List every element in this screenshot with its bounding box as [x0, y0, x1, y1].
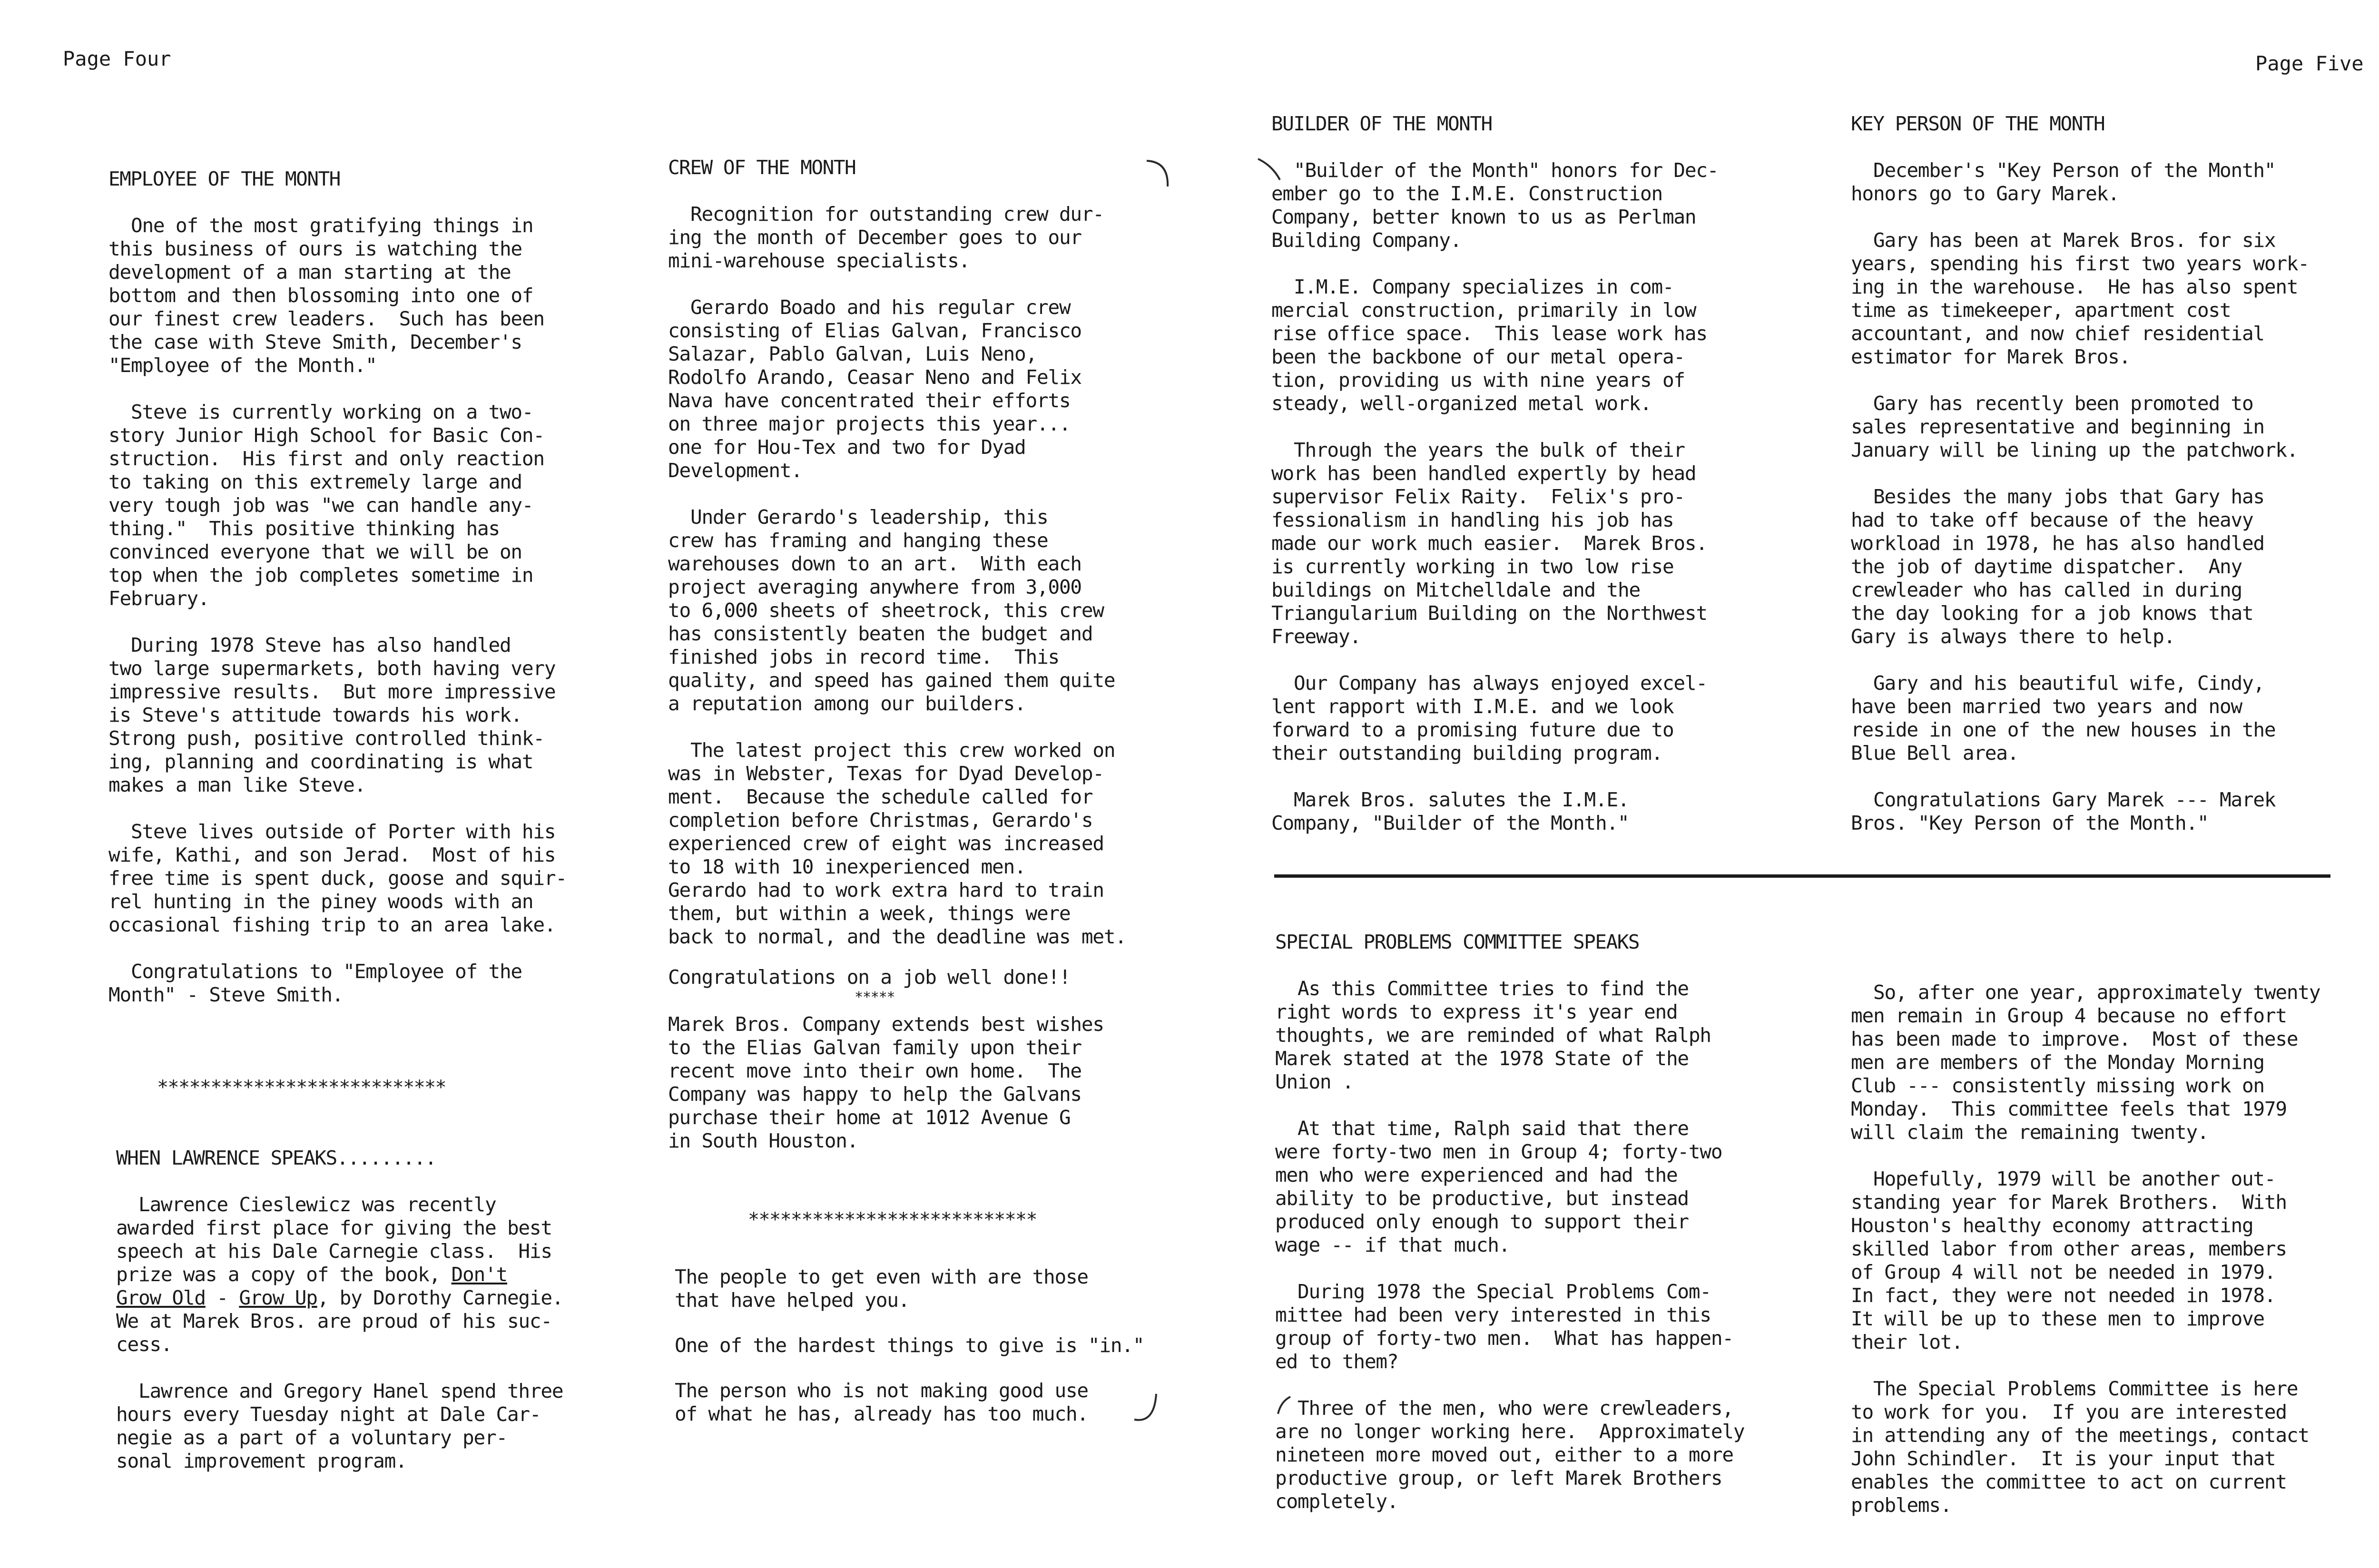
sayings-block: [675, 1265, 1179, 1426]
key-person-paragraph-4: Besides the many jobs that Gary has had to take off because of the heavy workload in 1978, he has also handled the job of daytime dispatcher. Any crewleader who has called in during the day looking for a job knows that Gary is always there to help.: [1851, 485, 2264, 648]
employee-of-the-month-article: [108, 167, 603, 1007]
book-title-part: Grow Up: [239, 1286, 317, 1309]
crew-of-the-month-article: [668, 156, 1172, 1153]
committee-paragraph-5: So, after one year, approximately twenty men remain in Group 4 because no effort has been made to improve. Most of these men are members of the Monday Morning Club --- consistently missing work on Monday. This committee feels that 1979 will claim the remaining twenty.: [1851, 981, 2320, 1144]
employee-paragraph-3: During 1978 Steve has also handled two large supermarkets, both having very impressive results. But more impressive is Steve's attitude towards his work. Strong push, positive controlled think- ing, planning and coordinating is what makes a man like Steve.: [108, 634, 556, 796]
key-person-paragraph-6: Congratulations Gary Marek --- Marek Bros. "Key Person of the Month.": [1851, 788, 2276, 834]
saying-3: The person who is not making good use of what he has, already has too much.: [675, 1379, 1088, 1425]
lawrence-line: Lawrence Cieslewicz was recently: [116, 1193, 496, 1216]
special-problems-committee-right-column: [1851, 981, 2379, 1517]
employee-paragraph-5: Congratulations to "Employee of the Month" - Steve Smith.: [108, 960, 522, 1006]
employee-of-the-month-heading: EMPLOYEE OF THE MONTH: [108, 167, 340, 190]
special-problems-committee-heading: SPECIAL PROBLEMS COMMITTEE SPEAKS: [1275, 931, 1640, 953]
crew-paragraph-3: Under Gerardo's leadership, this crew has framing and hanging these warehouses down to an art. With each project averaging anywhere from 3,000 to 6,000 sheets of sheetrock, this crew has consistently beaten the budget and finished jobs in record time. This quality, and speed has gained them quite a reputation among our builders.: [668, 506, 1115, 715]
key-person-paragraph-5: Gary and his beautiful wife, Cindy, have been married two years and now reside in one of the new houses in the Blue Bell area.: [1851, 672, 2276, 764]
builder-paragraph-3: Through the years the bulk of their work has been handled expertly by head supervisor Felix Raity. Felix's pro- fessionalism in handling his job has made our work much easier. Marek Bros. is currently working in two low rise buildings on Mitchelldale and the Triangularium Building on the Northwest Freeway.: [1271, 439, 1707, 648]
special-problems-committee-left-column: [1275, 931, 1808, 1513]
when-lawrence-speaks-article: [116, 1147, 611, 1473]
lawrence-line: awarded first place for giving the best: [116, 1216, 552, 1239]
employee-paragraph-2: Steve is currently working on a two- story Junior High School for Basic Con- struction. His first and only reaction to taking on this extremely large and very tough job was "we can handle any- thing." This positive thinking has convinced everyone that we will be on top when the job completes sometime in February.: [108, 401, 544, 610]
builder-paragraph-1: "Builder of the Month" honors for Dec- ember go to the I.M.E. Construction Company, better known to us as Perlman Building Company.: [1271, 159, 1719, 252]
when-lawrence-speaks-heading: WHEN LAWRENCE SPEAKS.........: [116, 1147, 436, 1169]
scan-bracket-mark: [1253, 155, 1287, 193]
crew-paragraph-4: The latest project this crew worked on was in Webster, Texas for Dyad Develop- ment. Because the schedule called for completion before Christmas, Gerardo's experienced crew of eight was increased to 18 with 10 inexperienced men. Gerardo had to work extra hard to train them, but within a week, things were back to normal, and the deadline was met.: [668, 739, 1126, 948]
scan-bracket-mark: [1271, 1393, 1295, 1421]
committee-paragraph-1: As this Committee tries to find the right words to express it's year end thoughts, we are reminded of what Ralph Marek stated at the 1978 State of the Union .: [1275, 977, 1711, 1093]
key-person-of-the-month-heading: KEY PERSON OF THE MONTH: [1851, 112, 2105, 135]
saying-2: One of the hardest things to give is "in.": [675, 1334, 1144, 1357]
lawrence-line: We at Marek Bros. are proud of his suc-: [116, 1310, 552, 1333]
page-number-left: Page Four: [63, 47, 171, 70]
section-divider-middle: ***************************: [748, 1209, 1037, 1231]
crew-of-the-month-heading: CREW OF THE MONTH: [668, 156, 856, 179]
scan-bracket-mark: [1132, 1389, 1170, 1432]
crew-congratulations: Congratulations on a job well done!!: [668, 966, 1071, 989]
lawrence-paragraph-2: Lawrence and Gregory Hanel spend three hours every Tuesday night at Dale Car- negie as a part of a voluntary per- sonal improvement program.: [116, 1380, 563, 1472]
book-title-part: Grow Old: [116, 1286, 206, 1309]
key-person-paragraph-3: Gary has recently been promoted to sales representative and beginning in January will be lining up the patchwork.: [1851, 392, 2298, 461]
builder-paragraph-4: Our Company has always enjoyed excel- lent rapport with I.M.E. and we look forward to a promising future due to their outstanding building program.: [1271, 672, 1707, 764]
crew-small-stars: *****: [855, 989, 895, 1006]
scan-bracket-mark: [1144, 157, 1177, 195]
lawrence-text: prize was a copy of the book,: [116, 1263, 452, 1286]
committee-paragraph-4: Three of the men, who were crewleaders, are no longer working here. Approximately nineteen more moved out, either to a more productive group, or left Marek Brothers completely.: [1275, 1397, 1745, 1513]
lawrence-text: -: [205, 1286, 239, 1309]
saying-1: The people to get even with are those that have helped you.: [675, 1265, 1088, 1312]
committee-paragraph-7: The Special Problems Committee is here to work for you. If you are interested in attending any of the meetings, contact John Schindler. It is your input that enables the committee to act on current problems.: [1851, 1377, 2309, 1517]
crew-paragraph-1: Recognition for outstanding crew dur- ing the month of December goes to our mini-warehouse specialists.: [668, 203, 1104, 272]
builder-of-the-month-heading: BUILDER OF THE MONTH: [1271, 112, 1492, 135]
employee-paragraph-1: One of the most gratifying things in this business of ours is watching the development of a man starting at the bottom and then blossoming into one of our finest crew leaders. Such has been the case with Steve Smith, December's "Employee of the Month.": [108, 214, 544, 377]
committee-paragraph-3: During 1978 the Special Problems Com- mittee had been very interested in this group of forty-two men. What has happen- ed to them?: [1275, 1280, 1733, 1373]
employee-paragraph-4: Steve lives outside of Porter with his wife, Kathi, and son Jerad. Most of his free time is spent duck, goose and squir- rel hunting in the piney woods with an occasional fishing trip to an area lake.: [108, 820, 567, 936]
builder-paragraph-2: I.M.E. Company specializes in com- mercial construction, primarily in low rise office space. This lease work has been the backbone of our metal opera- tion, providing us with nine years of steady, well-organized metal work.: [1271, 275, 1707, 415]
key-person-paragraph-2: Gary has been at Marek Bros. for six years, spending his first two years work- ing in the warehouse. He has also spent time as timekeeper, apartment cost accountant, and now chief residential estimator for Marek Bros.: [1851, 229, 2309, 368]
lawrence-line: cess.: [116, 1333, 172, 1356]
book-title-part: Don't: [451, 1263, 507, 1286]
lawrence-line: [116, 1263, 611, 1286]
lawrence-text: , by Dorothy Carnegie.: [317, 1286, 563, 1309]
crew-paragraph-2: Gerardo Boado and his regular crew consisting of Elias Galvan, Francisco Salazar, Pablo Galvan, Luis Neno, Rodolfo Arando, Ceasar Neno and Felix Nava have concentrated their efforts on three major projects this year... one for Hou-Tex and two for Dyad Development.: [668, 296, 1081, 482]
committee-paragraph-6: Hopefully, 1979 will be another out- standing year for Marek Brothers. With Houston's healthy economy attracting skilled labor from other areas, members of Group 4 will not be needed in 1979. In fact, they were not needed in 1978. It will be up to these men to improve their lot.: [1851, 1167, 2287, 1353]
builder-of-the-month-article: [1271, 112, 1804, 835]
section-divider-left: ***************************: [157, 1077, 446, 1098]
galvan-family-paragraph: Marek Bros. Company extends best wishes to the Elias Galvan family upon their recent move into their own home. The Company was happy to help the Galvans purchase their home at 1012 Avenue G in South Houston.: [668, 1013, 1104, 1152]
lawrence-line: [116, 1286, 611, 1310]
committee-paragraph-2: At that time, Ralph said that there were forty-two men in Group 4; forty-two men who were experienced and had the ability to be productive, but instead produced only enough to support their wage -- if that much.: [1275, 1117, 1722, 1256]
page-number-right: Page Five: [2255, 52, 2364, 75]
key-person-of-the-month-article: [1851, 112, 2379, 835]
lawrence-paragraph-1: [116, 1193, 611, 1356]
builder-paragraph-5: Marek Bros. salutes the I.M.E. Company, "Builder of the Month.": [1271, 788, 1629, 834]
horizontal-rule: [1274, 874, 2330, 878]
key-person-paragraph-1: December's "Key Person of the Month" honors go to Gary Marek.: [1851, 159, 2276, 205]
lawrence-line: speech at his Dale Carnegie class. His: [116, 1240, 552, 1263]
